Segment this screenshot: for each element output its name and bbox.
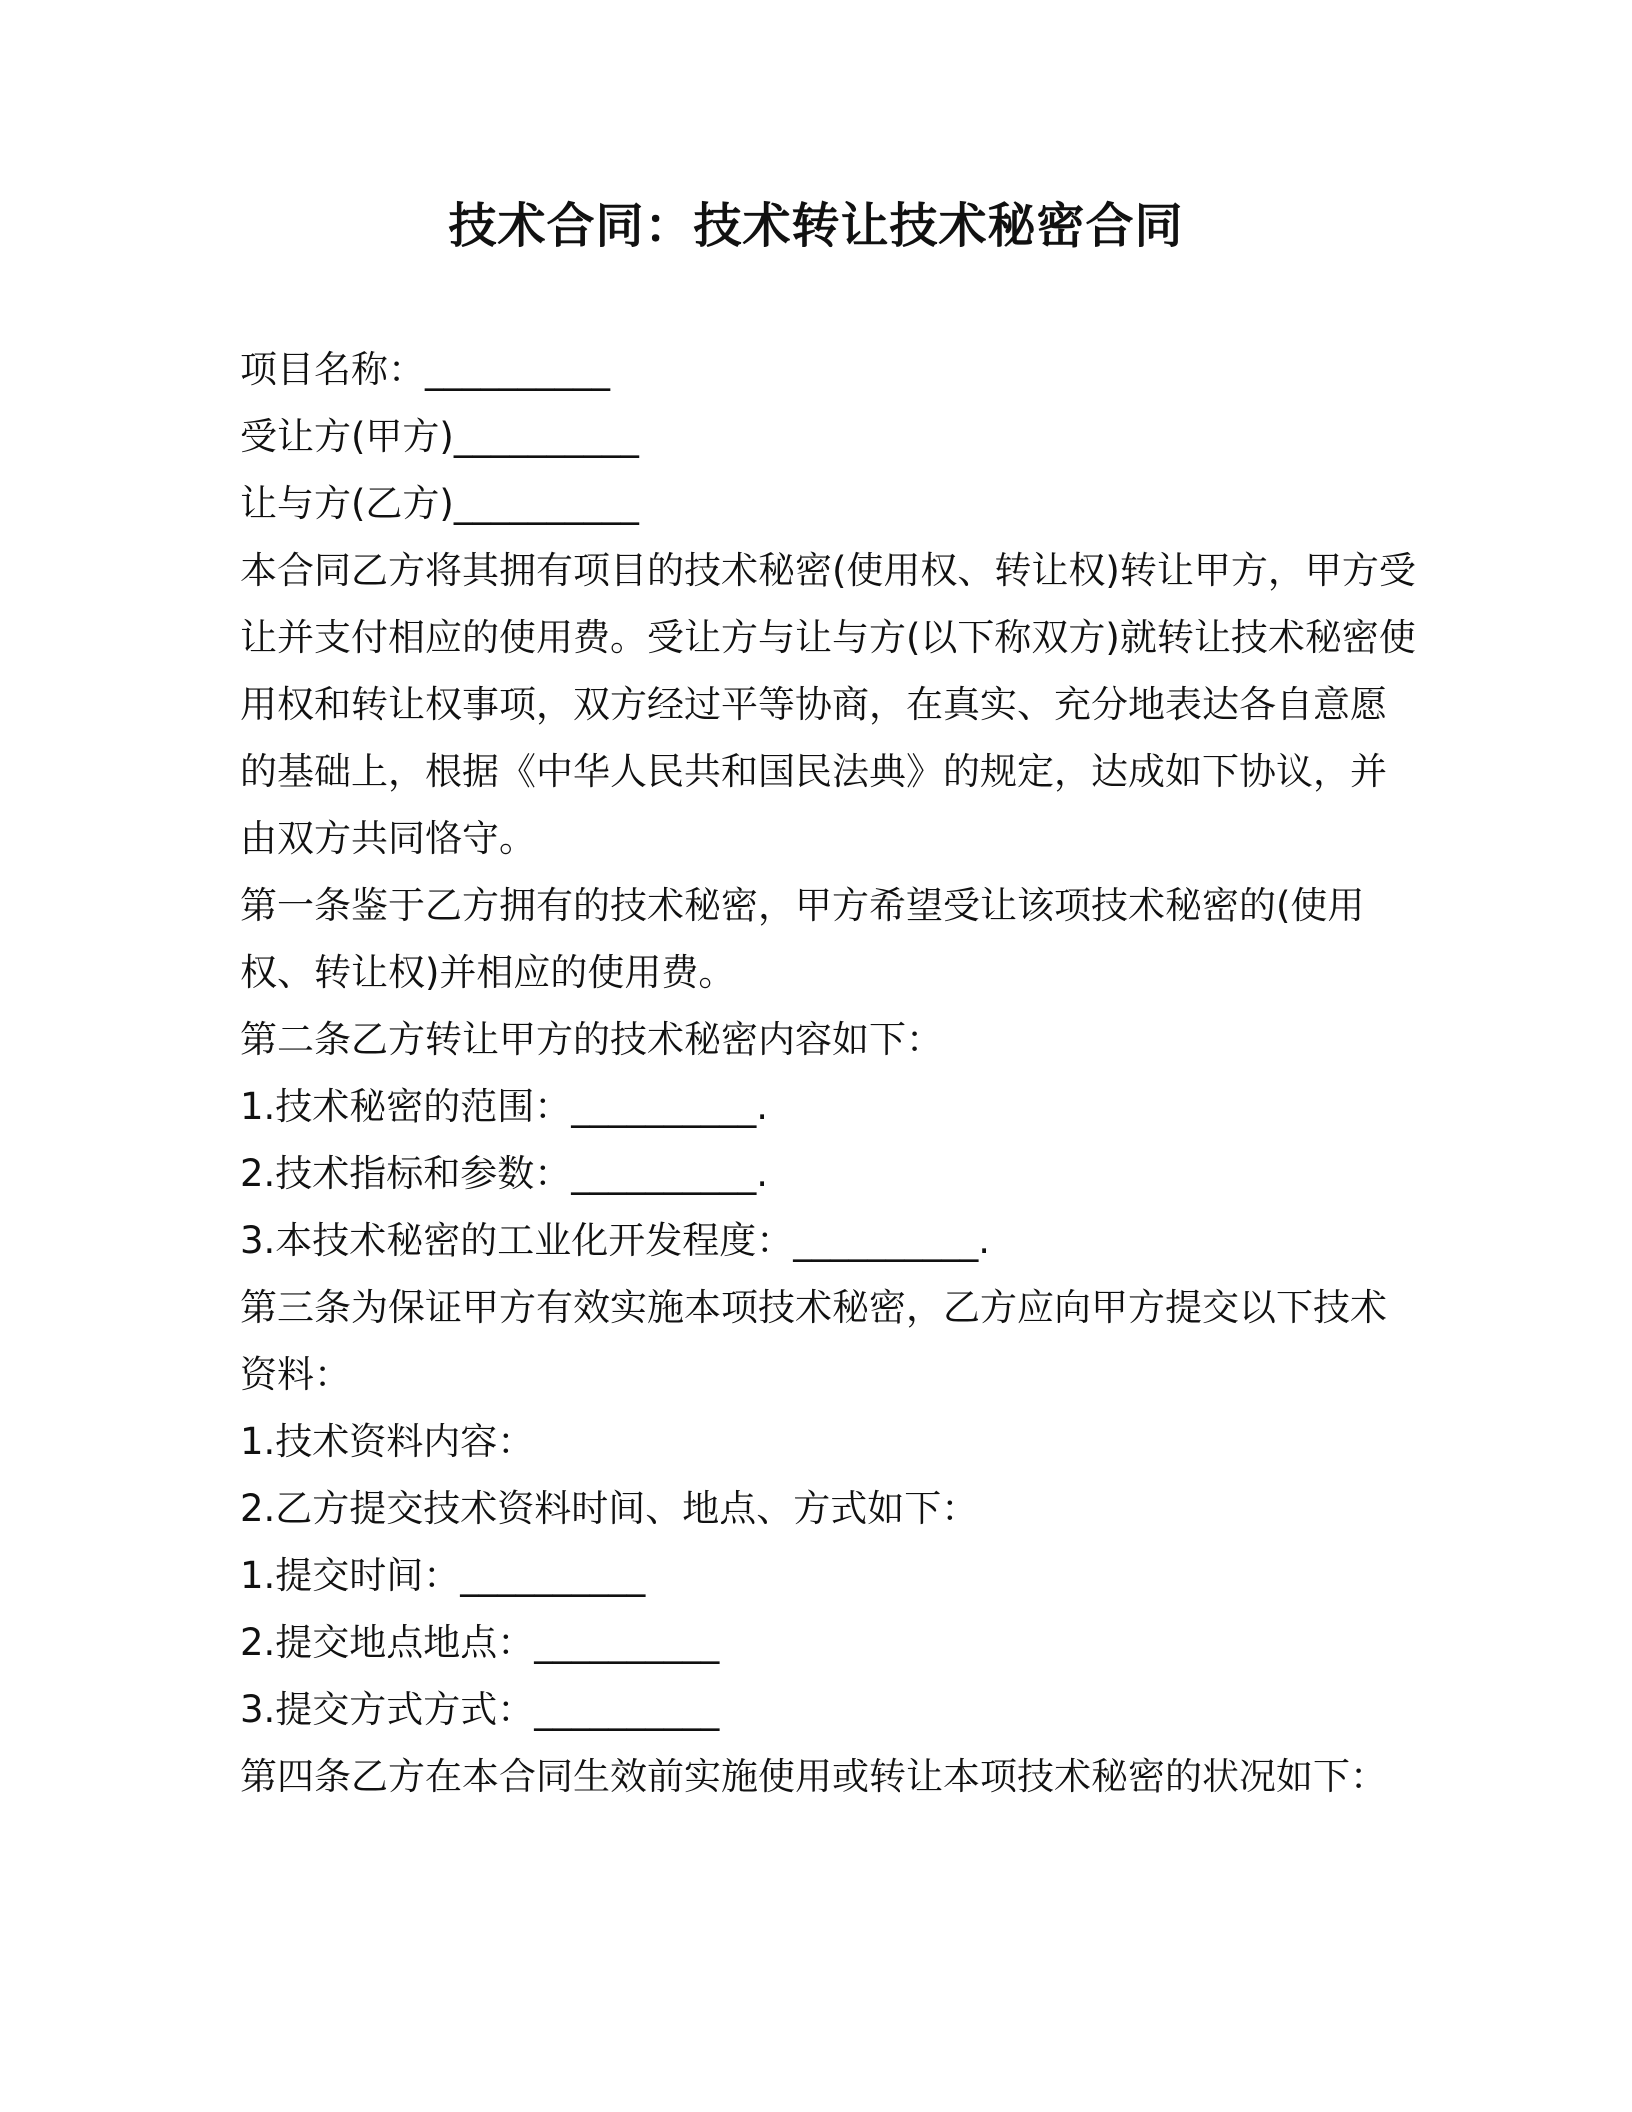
transferee-field: 受让方(甲方)__________	[240, 415, 639, 458]
article-3-sub-item: 1.提交时间：__________	[240, 1554, 646, 1597]
article-2-item: 3.本技术秘密的工业化开发程度：__________.	[240, 1219, 991, 1262]
article-2-item: 1.技术秘密的范围：__________.	[240, 1085, 769, 1128]
article-1: 第一条鉴于乙方拥有的技术秘密，甲方希望受让该项技术秘密的(使用权、转让权)并相应的使用费。	[240, 884, 1365, 994]
article-4-heading: 第四条乙方在本合同生效前实施使用或转让本项技术秘密的状况如下：	[240, 1755, 1387, 1798]
article-3-item: 1.技术资料内容：	[240, 1420, 535, 1463]
document-body	[240, 336, 1420, 1810]
article-2-heading: 第二条乙方转让甲方的技术秘密内容如下：	[240, 1018, 943, 1061]
project-name-field: 项目名称：__________	[240, 348, 610, 391]
article-2-item: 2.技术指标和参数：__________.	[240, 1152, 769, 1195]
article-3-sub-item: 2.提交地点地点：__________	[240, 1621, 720, 1664]
document-title: 技术合同：技术转让技术秘密合同	[448, 198, 1184, 254]
article-3-heading: 第三条为保证甲方有效实施本项技术秘密，乙方应向甲方提交以下技术资料：	[240, 1286, 1387, 1396]
article-3-sub-item: 3.提交方式方式：__________	[240, 1688, 720, 1731]
article-3-item: 2.乙方提交技术资料时间、地点、方式如下：	[240, 1487, 979, 1530]
preamble-paragraph: 本合同乙方将其拥有项目的技术秘密(使用权、转让权)转让甲方，甲方受让并支付相应的使用费。受让方与让与方(以下称双方)就转让技术秘密使用权和转让权事项，双方经过平等协商，在真实、充分地表达各自意愿的基础上，根据《中华人民共和国民法典》的规定，达成如下协议，并由双方共同恪守。	[240, 549, 1416, 860]
transferor-field: 让与方(乙方)__________	[240, 482, 639, 525]
